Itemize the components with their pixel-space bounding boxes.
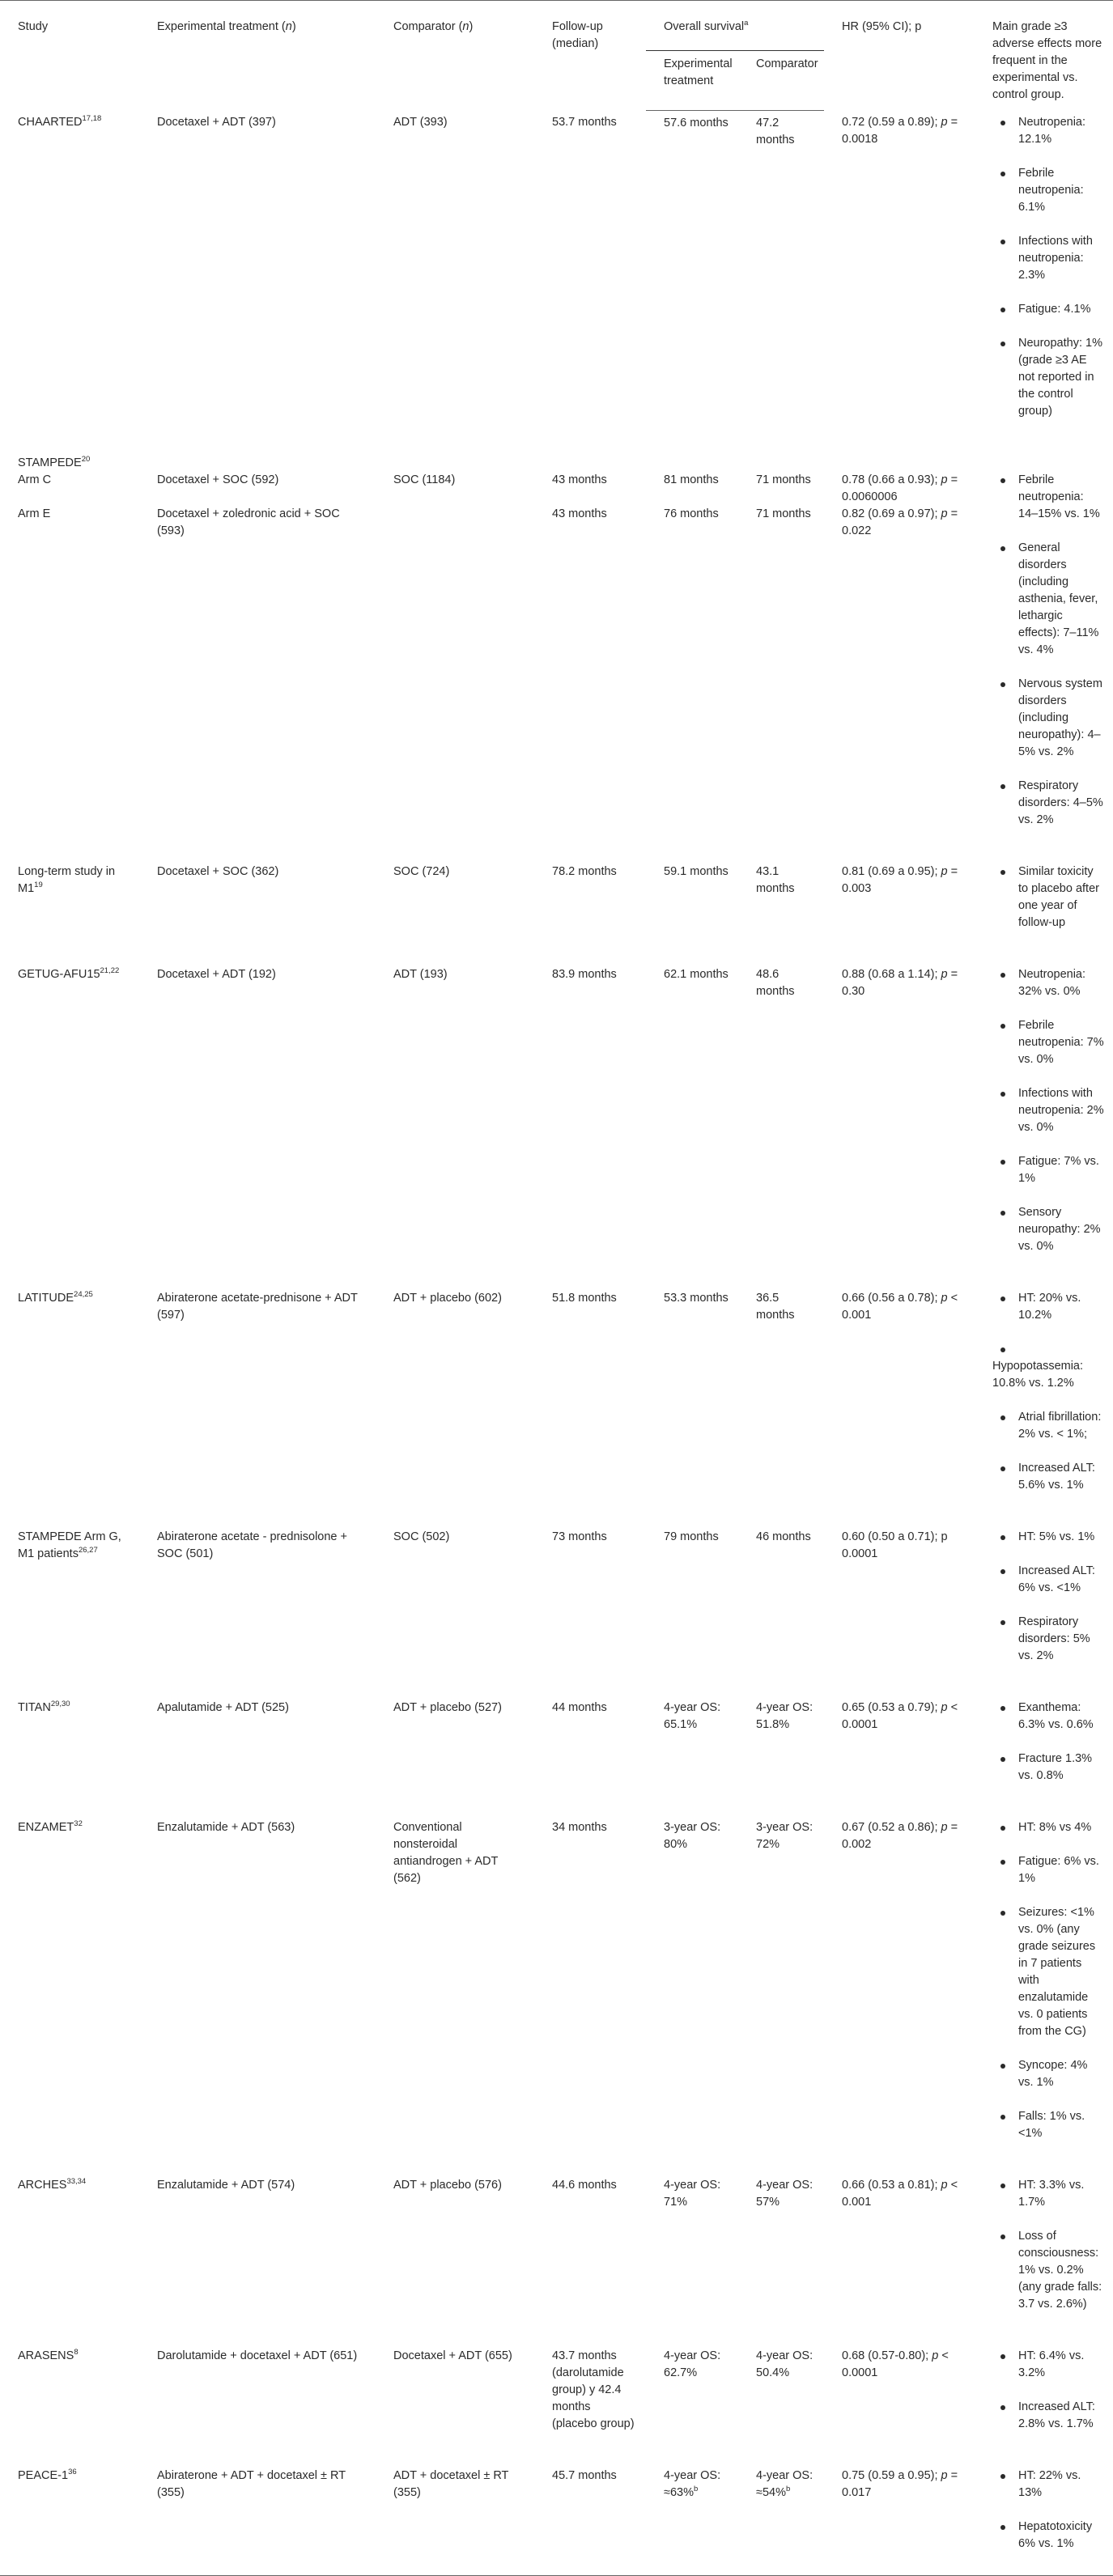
os-comparator: 4-year OS: 51.8% <box>756 1701 814 1731</box>
os-comparator: 48.6 months <box>756 968 795 998</box>
adverse-effects <box>975 1290 1113 1529</box>
adverse-effects <box>975 110 1113 455</box>
follow-up: 45.7 months <box>552 2469 617 2482</box>
experimental-treatment: Enzalutamide + ADT (574) <box>157 2179 295 2192</box>
list-item: Hypopotassemia: 10.8% vs. 1.2% <box>992 1341 1105 1392</box>
comparator: ADT + placebo (576) <box>393 2179 502 2192</box>
table-row <box>0 2348 1113 2468</box>
adverse-effects <box>975 864 1113 966</box>
follow-up: 43 months 43 months <box>552 473 607 520</box>
list-item: Neutropenia: 12.1% <box>992 114 1105 148</box>
study-name: LATITUDE$^{24,25}$ <box>18 1290 93 1305</box>
table-row <box>0 1290 1113 1529</box>
list-item: Exanthema: 6.3% vs. 0.6% <box>992 1700 1105 1734</box>
hazard-ratio: 0.75 (0.59 a 0.95); p = 0.017 <box>842 2469 958 2499</box>
comparator: ADT + placebo (602) <box>393 1292 502 1305</box>
hazard-ratio: 0.66 (0.53 a 0.81); p < 0.001 <box>842 2179 958 2209</box>
comparator: ADT + docetaxel ± RT (355) <box>393 2469 509 2499</box>
adverse-effects <box>975 455 1113 864</box>
arm-c-label: Arm C <box>18 473 52 486</box>
table-row <box>0 966 1113 1290</box>
table-row <box>0 1819 1113 2177</box>
header-comparator: Comparator (n) <box>376 1 534 111</box>
os-comparator: 46 months <box>756 1530 811 1543</box>
os-experimental: 4-year OS: 65.1% <box>664 1701 721 1731</box>
comparator: SOC (1184) <box>393 473 456 486</box>
experimental-treatment: Enzalutamide + ADT (563) <box>157 1821 295 1834</box>
comparator: ADT (193) <box>393 968 448 981</box>
header-os-comparator: Comparator <box>738 50 824 110</box>
os-experimental: 57.6 months <box>664 116 729 129</box>
follow-up: 53.7 months <box>552 116 617 129</box>
list-item: Nervous system disorders (including neuropathy): 4–5% vs. 2% <box>992 676 1105 761</box>
adverse-effects <box>975 1700 1113 1819</box>
hazard-ratio: 0.81 (0.69 a 0.95); p = 0.003 <box>842 865 958 895</box>
list-item: HT: 8% vs 4% <box>992 1819 1105 1836</box>
list-item: Febrile neutropenia: 7% vs. 0% <box>992 1017 1105 1068</box>
experimental-treatment: Apalutamide + ADT (525) <box>157 1701 289 1714</box>
list-item: Increased ALT: 6% vs. <1% <box>992 1563 1105 1597</box>
study-name: PEACE-$1^{36}$ <box>18 2468 77 2482</box>
os-experimental: 62.1 months <box>664 968 729 981</box>
table-row <box>0 2177 1113 2348</box>
comparator: SOC (724) <box>393 865 450 878</box>
comparator: Conventional nonsteroidal antiandrogen + ADT (562) <box>393 1821 499 1885</box>
list-item: Febrile neutropenia: 14–15% vs. 1% <box>992 472 1105 523</box>
list-item: Falls: 1% vs. <1% <box>992 2108 1105 2142</box>
list-item: Respiratory disorders: 4–5% vs. 2% <box>992 778 1105 829</box>
study-name: STAMPEDE Arm G, M1 patients$^{26,27}$ <box>18 1530 121 1560</box>
hazard-ratio: 0.67 (0.52 a 0.86); p = 0.002 <box>842 1821 958 1851</box>
follow-up: 44 months <box>552 1701 607 1714</box>
os-experimental: 3-year OS: 80% <box>664 1821 721 1851</box>
header-experimental: Experimental treatment (n) <box>139 1 376 111</box>
header-overall-survival: Overall survival$^a$ <box>646 1 824 51</box>
list-item: Sensory neuropathy: 2% vs. 0% <box>992 1204 1105 1255</box>
header-study: Study <box>0 1 139 111</box>
study-name: ARCHES$^{33,34}$ <box>18 2177 87 2192</box>
list-item: Infections with neutropenia: 2.3% <box>992 233 1105 284</box>
experimental-treatment: Docetaxel + SOC (362) <box>157 865 279 878</box>
adverse-effects <box>975 2348 1113 2468</box>
arm-e-label: Arm E <box>18 507 51 520</box>
list-item: Fatigue: 6% vs. 1% <box>992 1853 1105 1887</box>
table-row <box>0 110 1113 455</box>
table-row <box>0 455 1113 864</box>
experimental-treatment: Darolutamide + docetaxel + ADT (651) <box>157 2349 358 2362</box>
os-comparator: 4-year OS: 57% <box>756 2179 814 2209</box>
adverse-effects <box>975 2468 1113 2574</box>
os-comparator: 4-year OS: 50.4% <box>756 2349 814 2379</box>
list-item: Neuropathy: 1% (grade ≥3 AE not reported in the control group) <box>992 335 1105 420</box>
experimental-treatment: Docetaxel + ADT (397) <box>157 116 276 129</box>
header-adverse-effects: Main grade ≥3 adverse effects more frequent in the experimental vs. control group. <box>975 1 1113 111</box>
study-name: Long-term study in $M1^{19}$ <box>18 865 116 895</box>
os-comparator: 36.5 months <box>756 1292 795 1322</box>
list-item: Atrial fibrillation: 2% vs. < 1%; <box>992 1409 1105 1443</box>
hazard-ratio: 0.65 (0.53 a 0.79); p < 0.0001 <box>842 1701 958 1731</box>
study-name: TITAN$^{29,30}$ <box>18 1700 70 1714</box>
follow-up: 51.8 months <box>552 1292 617 1305</box>
study-name: CHAARTED$^{17,18}$ <box>18 114 102 129</box>
follow-up: 83.9 months <box>552 968 617 981</box>
list-item: Respiratory disorders: 5% vs. 2% <box>992 1614 1105 1665</box>
study-name: ARASENS$^8$ <box>18 2348 79 2362</box>
table-bottom-rule <box>0 2574 1113 2576</box>
list-item: HT: 6.4% vs. 3.2% <box>992 2348 1105 2382</box>
follow-up: 44.6 months <box>552 2179 617 2192</box>
follow-up: 34 months <box>552 1821 607 1834</box>
adverse-effects <box>975 2177 1113 2348</box>
os-experimental: 79 months <box>664 1530 719 1543</box>
table-row <box>0 2468 1113 2574</box>
list-item: Fracture 1.3% vs. 0.8% <box>992 1751 1105 1785</box>
os-comparator: 71 months 71 months <box>756 473 811 520</box>
experimental-treatment: Abiraterone acetate-prednisone + ADT (597) <box>157 1292 358 1322</box>
comparator: SOC (502) <box>393 1530 450 1543</box>
list-item: HT: 20% vs. 10.2% <box>992 1290 1105 1324</box>
list-item: Increased ALT: 2.8% vs. 1.7% <box>992 2399 1105 2433</box>
list-item: Syncope: 4% vs. 1% <box>992 2057 1105 2091</box>
follow-up: 73 months <box>552 1530 607 1543</box>
study-name: ENZAMET$^{32}$ <box>18 1819 83 1834</box>
list-item: HT: 5% vs. 1% <box>992 1529 1105 1546</box>
os-comparator: 47.2 months <box>756 116 795 146</box>
header-hr: HR (95% CI); p <box>824 1 975 111</box>
list-item: HT: 22% vs. 13% <box>992 2468 1105 2502</box>
study-name: STAMPEDE$^{20}$ Arm C Arm E <box>0 455 139 864</box>
comparator: ADT + placebo (527) <box>393 1701 502 1714</box>
list-item: Febrile neutropenia: 6.1% <box>992 165 1105 216</box>
table-row <box>0 1529 1113 1700</box>
os-experimental: 59.1 months <box>664 865 729 878</box>
study-name: GETUG-AFU15$^{21,22}$ <box>18 966 120 981</box>
list-item: HT: 3.3% vs. 1.7% <box>992 2177 1105 2211</box>
os-experimental: 53.3 months <box>664 1292 729 1305</box>
experimental-treatment: Docetaxel + ADT (192) <box>157 968 276 981</box>
hazard-ratio: 0.68 (0.57-0.80); p < 0.0001 <box>842 2349 949 2379</box>
hazard-ratio: 0.78 (0.66 a 0.93); p = 0.0060006 0.82 (0.69 a 0.97); p = 0.022 <box>842 473 958 537</box>
table-row <box>0 1700 1113 1819</box>
hazard-ratio: 0.66 (0.56 a 0.78); p < 0.001 <box>842 1292 958 1322</box>
follow-up: 43.7 months (darolutamide group) y 42.4 months (placebo group) <box>552 2349 635 2430</box>
adverse-effects <box>975 1529 1113 1700</box>
list-item: Similar toxicity to placebo after one year of follow-up <box>992 864 1105 932</box>
experimental-treatment: Abiraterone + ADT + docetaxel ± RT (355) <box>157 2469 346 2499</box>
hazard-ratio: 0.60 (0.50 a 0.71); p 0.0001 <box>842 1530 948 1560</box>
list-item: Loss of consciousness: 1% vs. 0.2% (any grade falls: 3.7 vs. 2.6%) <box>992 2228 1105 2313</box>
experimental-treatment: Abiraterone acetate - prednisolone + SOC (501) <box>157 1530 347 1560</box>
os-comparator: 4-year OS: ≈54%$^b$ <box>756 2469 814 2499</box>
table-row <box>0 864 1113 966</box>
follow-up: 78.2 months <box>552 865 617 878</box>
list-item: Fatigue: 4.1% <box>992 301 1105 318</box>
hazard-ratio: 0.88 (0.68 a 1.14); p = 0.30 <box>842 968 958 998</box>
header-follow-up: Follow-up (median) <box>534 1 646 111</box>
list-item: Seizures: <1% vs. 0% (any grade seizures in 7 patients with enzalutamide vs. 0 patients from the CG) <box>992 1904 1105 2040</box>
os-experimental: 81 months 76 months <box>664 473 719 520</box>
list-item: General disorders (including asthenia, fever, lethargic effects): 7–11% vs. 4% <box>992 540 1105 659</box>
list-item: Infections with neutropenia: 2% vs. 0% <box>992 1085 1105 1136</box>
header-os-experimental: Experimental treatment <box>646 50 738 110</box>
list-item: Hepatotoxicity 6% vs. 1% <box>992 2519 1105 2553</box>
os-experimental: 4-year OS: ≈63%$^b$ <box>664 2469 721 2499</box>
list-item: Neutropenia: 32% vs. 0% <box>992 966 1105 1000</box>
os-experimental: 4-year OS: 62.7% <box>664 2349 721 2379</box>
experimental-treatment: Docetaxel + SOC (592) Docetaxel + zoledronic acid + SOC (593) <box>157 473 340 537</box>
hazard-ratio: 0.72 (0.59 a 0.89); p = 0.0018 <box>842 116 958 146</box>
os-comparator: 3-year OS: 72% <box>756 1821 814 1851</box>
adverse-effects <box>975 1819 1113 2177</box>
comparator: ADT (393) <box>393 116 448 129</box>
adverse-effects <box>975 966 1113 1290</box>
os-experimental: 4-year OS: 71% <box>664 2179 721 2209</box>
os-comparator: 43.1 months <box>756 865 795 895</box>
comparator: Docetaxel + ADT (655) <box>393 2349 512 2362</box>
list-item: Increased ALT: 5.6% vs. 1% <box>992 1460 1105 1494</box>
list-item: Fatigue: 7% vs. 1% <box>992 1153 1105 1187</box>
